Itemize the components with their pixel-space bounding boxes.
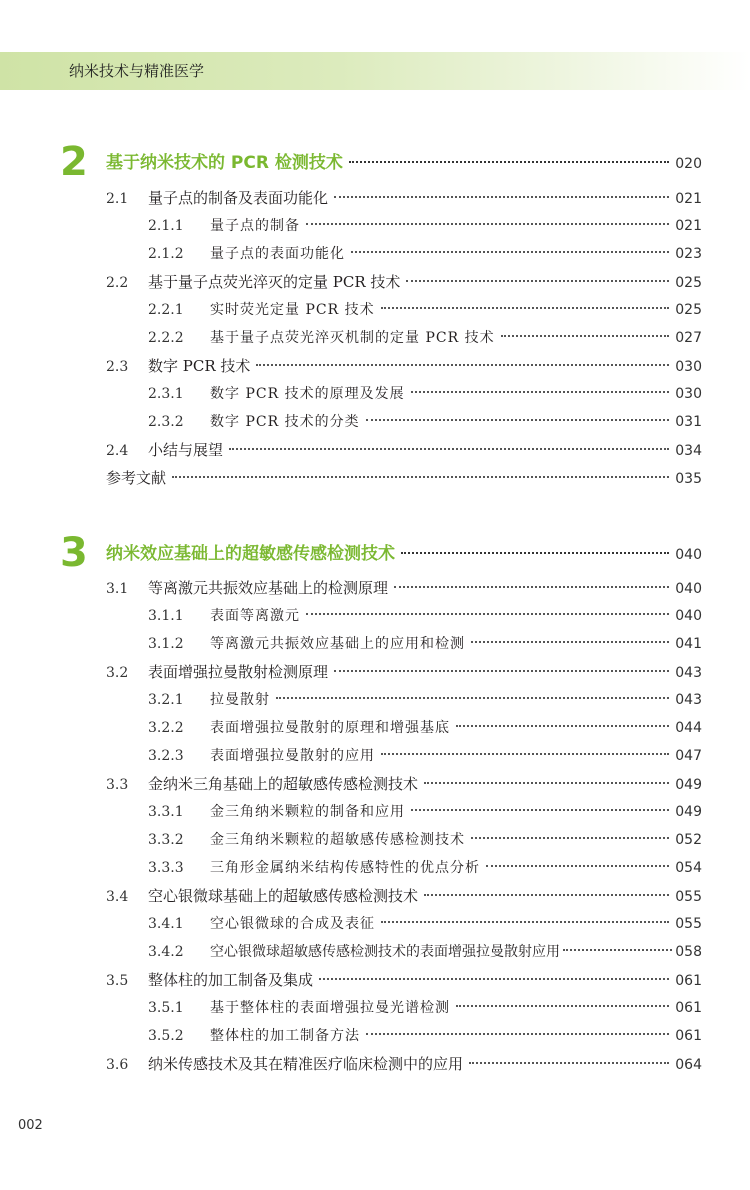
- section-title: 空心银微球超敏感传感检测技术的表面增强拉曼散射应用: [210, 944, 560, 960]
- page-ref: 025: [675, 275, 702, 291]
- dot-leader: [349, 161, 669, 163]
- section-title: 金三角纳米颗粒的超敏感传感检测技术: [210, 832, 465, 848]
- toc-entry[interactable]: [148, 1022, 702, 1050]
- section-title: 基于整体柱的表面增强拉曼光谱检测: [210, 1000, 450, 1016]
- toc-entry[interactable]: [106, 882, 702, 910]
- dot-leader: [366, 1033, 669, 1035]
- dot-leader: [469, 1062, 669, 1064]
- page-ref: 034: [675, 443, 702, 459]
- section-number: 3.6: [106, 1057, 129, 1073]
- page-ref: 030: [675, 359, 702, 375]
- page-number: 002: [18, 1118, 43, 1133]
- toc-entry[interactable]: [148, 380, 702, 408]
- dot-leader: [486, 865, 669, 867]
- dot-leader: [563, 949, 672, 951]
- toc-entry[interactable]: [148, 714, 702, 742]
- section-number: 3.2: [106, 665, 129, 681]
- dot-leader: [471, 641, 669, 643]
- section-title: 数字 PCR 技术的分类: [210, 414, 360, 430]
- section-title: 空心银微球基础上的超敏感传感检测技术: [148, 887, 419, 905]
- section-number: 2.2.2: [148, 330, 184, 346]
- page-ref: 052: [675, 832, 702, 848]
- page-ref: 047: [675, 748, 702, 764]
- section-number: 2.2: [106, 275, 129, 291]
- dot-leader: [401, 552, 669, 554]
- dot-leader: [424, 782, 669, 784]
- toc-entry[interactable]: [148, 854, 702, 882]
- section-title: 小结与展望: [148, 441, 224, 459]
- toc-entry[interactable]: [106, 1050, 702, 1078]
- toc-entry[interactable]: [106, 770, 702, 798]
- dot-leader: [334, 670, 669, 672]
- section-title: 数字 PCR 技术: [148, 357, 251, 375]
- section-number: 3.5.2: [148, 1028, 184, 1044]
- toc-entry[interactable]: [148, 994, 702, 1022]
- toc-entry-references[interactable]: [106, 464, 702, 492]
- page-ref: 040: [675, 547, 702, 563]
- page-ref: 031: [675, 414, 702, 430]
- section-title: 等离激元共振效应基础上的应用和检测: [210, 636, 465, 652]
- section-number: 3.3.2: [148, 832, 184, 848]
- toc-entry[interactable]: [148, 826, 702, 854]
- toc-entry[interactable]: [148, 798, 702, 826]
- page-ref: 025: [675, 302, 702, 318]
- section-number: 3.1: [106, 581, 129, 597]
- page-ref: 043: [675, 692, 702, 708]
- section-title: 表面增强拉曼散射检测原理: [148, 663, 329, 681]
- page-ref: 030: [675, 386, 702, 402]
- section-title: 等离激元共振效应基础上的检测原理: [148, 579, 389, 597]
- section-number: 2.2.1: [148, 302, 184, 318]
- page-ref: 021: [675, 218, 702, 234]
- section-title: 纳米传感技术及其在精准医疗临床检测中的应用: [148, 1055, 464, 1073]
- section-title: 量子点的表面功能化: [210, 246, 345, 262]
- dot-leader: [394, 586, 669, 588]
- dot-leader: [411, 391, 670, 393]
- chapter-number: 3: [60, 530, 88, 576]
- dot-leader: [256, 364, 669, 366]
- page-ref: 058: [675, 944, 702, 960]
- section-number: 3.3.3: [148, 860, 184, 876]
- section-number: 3.1.1: [148, 608, 184, 624]
- page-ref: 020: [675, 156, 702, 172]
- chapter-title: 基于纳米技术的 PCR 检测技术: [106, 153, 343, 173]
- toc-entry[interactable]: [148, 686, 702, 714]
- section-title: 基于量子点荧光淬灭的定量 PCR 技术: [148, 273, 401, 291]
- section-number: 2.3: [106, 359, 129, 375]
- toc-entry[interactable]: [148, 240, 702, 268]
- chapter-number: 2: [60, 139, 88, 185]
- section-number: 3.4: [106, 889, 129, 905]
- dot-leader: [381, 753, 669, 755]
- section-number: 2.3.1: [148, 386, 184, 402]
- section-number: 3.3.1: [148, 804, 184, 820]
- section-title: 实时荧光定量 PCR 技术: [210, 302, 375, 318]
- page-ref: 043: [675, 665, 702, 681]
- dot-leader: [406, 280, 669, 282]
- page-ref: 044: [675, 720, 702, 736]
- toc-entry[interactable]: [148, 324, 702, 352]
- section-number: 2.1.1: [148, 218, 184, 234]
- section-title: 参考文献: [106, 469, 167, 487]
- section-number: 3.4.1: [148, 916, 184, 932]
- page-ref: 055: [675, 889, 702, 905]
- page-ref: 021: [675, 191, 702, 207]
- section-title: 拉曼散射: [210, 692, 270, 708]
- section-title: 表面增强拉曼散射的应用: [210, 748, 375, 764]
- section-number: 3.5.1: [148, 1000, 184, 1016]
- toc-entry[interactable]: [148, 938, 702, 966]
- dot-leader: [501, 335, 670, 337]
- page-ref: 061: [675, 1000, 702, 1016]
- page-ref: 035: [675, 471, 702, 487]
- toc-entry[interactable]: [106, 574, 702, 602]
- page-ref: 049: [675, 777, 702, 793]
- toc-entry[interactable]: [106, 658, 702, 686]
- page-ref: 064: [675, 1057, 702, 1073]
- dot-leader: [306, 223, 669, 225]
- section-title: 数字 PCR 技术的原理及发展: [210, 386, 405, 402]
- section-title: 量子点的制备: [210, 218, 300, 234]
- section-number: 3.2.3: [148, 748, 184, 764]
- section-number: 2.1.2: [148, 246, 184, 262]
- toc-entry[interactable]: [106, 966, 702, 994]
- page-ref: 040: [675, 581, 702, 597]
- page-ref: 054: [675, 860, 702, 876]
- chapter-title-line[interactable]: [106, 146, 702, 180]
- dot-leader: [172, 476, 669, 478]
- running-header: [0, 52, 750, 90]
- chapter-title-line[interactable]: [106, 537, 702, 571]
- dot-leader: [334, 196, 669, 198]
- section-title: 金纳米三角基础上的超敏感传感检测技术: [148, 775, 419, 793]
- section-number: 3.2.2: [148, 720, 184, 736]
- toc-entry[interactable]: [148, 408, 702, 436]
- dot-leader: [381, 307, 670, 309]
- section-title: 表面等离激元: [210, 608, 300, 624]
- dot-leader: [276, 697, 669, 699]
- section-number: 2.4: [106, 443, 129, 459]
- page-ref: 049: [675, 804, 702, 820]
- section-title: 三角形金属纳米结构传感特性的优点分析: [210, 860, 480, 876]
- section-number: 3.2.1: [148, 692, 184, 708]
- dot-leader: [456, 1005, 669, 1007]
- toc-entry[interactable]: [106, 352, 702, 380]
- section-title: 空心银微球的合成及表征: [210, 916, 375, 932]
- page-ref: 055: [675, 916, 702, 932]
- chapter-title: 纳米效应基础上的超敏感传感检测技术: [106, 544, 395, 564]
- toc-entry[interactable]: [106, 268, 702, 296]
- running-header-title: 纳米技术与精准医学: [69, 62, 205, 80]
- dot-leader: [456, 725, 669, 727]
- dot-leader: [424, 894, 669, 896]
- dot-leader: [411, 809, 669, 811]
- section-number: 3.3: [106, 777, 129, 793]
- page-ref: 040: [675, 608, 702, 624]
- dot-leader: [351, 251, 669, 253]
- toc-entry[interactable]: [148, 212, 702, 240]
- section-title: 金三角纳米颗粒的制备和应用: [210, 804, 405, 820]
- page-ref: 027: [675, 330, 702, 346]
- section-title: 整体柱的加工制备及集成: [148, 971, 314, 989]
- toc-entry[interactable]: [106, 436, 702, 464]
- section-title: 基于量子点荧光淬灭机制的定量 PCR 技术: [210, 330, 495, 346]
- toc-entry[interactable]: [148, 602, 702, 630]
- dot-leader: [229, 448, 669, 450]
- section-number: 3.5: [106, 973, 129, 989]
- toc-entry[interactable]: [148, 630, 702, 658]
- dot-leader: [319, 978, 669, 980]
- toc-entry[interactable]: [148, 742, 702, 770]
- section-title: 整体柱的加工制备方法: [210, 1028, 360, 1044]
- dot-leader: [306, 613, 669, 615]
- section-number: 3.1.2: [148, 636, 184, 652]
- dot-leader: [366, 419, 670, 421]
- toc-entry[interactable]: [106, 184, 702, 212]
- dot-leader: [381, 921, 669, 923]
- page-ref: 041: [675, 636, 702, 652]
- toc-entry[interactable]: [148, 910, 702, 938]
- page-ref: 061: [675, 973, 702, 989]
- section-title: 表面增强拉曼散射的原理和增强基底: [210, 720, 450, 736]
- toc-entry[interactable]: [148, 296, 702, 324]
- dot-leader: [471, 837, 669, 839]
- section-title: 量子点的制备及表面功能化: [148, 189, 329, 207]
- page-ref: 023: [675, 246, 702, 262]
- section-number: 3.4.2: [148, 944, 184, 960]
- section-number: 2.1: [106, 191, 129, 207]
- page-ref: 061: [675, 1028, 702, 1044]
- section-number: 2.3.2: [148, 414, 184, 430]
